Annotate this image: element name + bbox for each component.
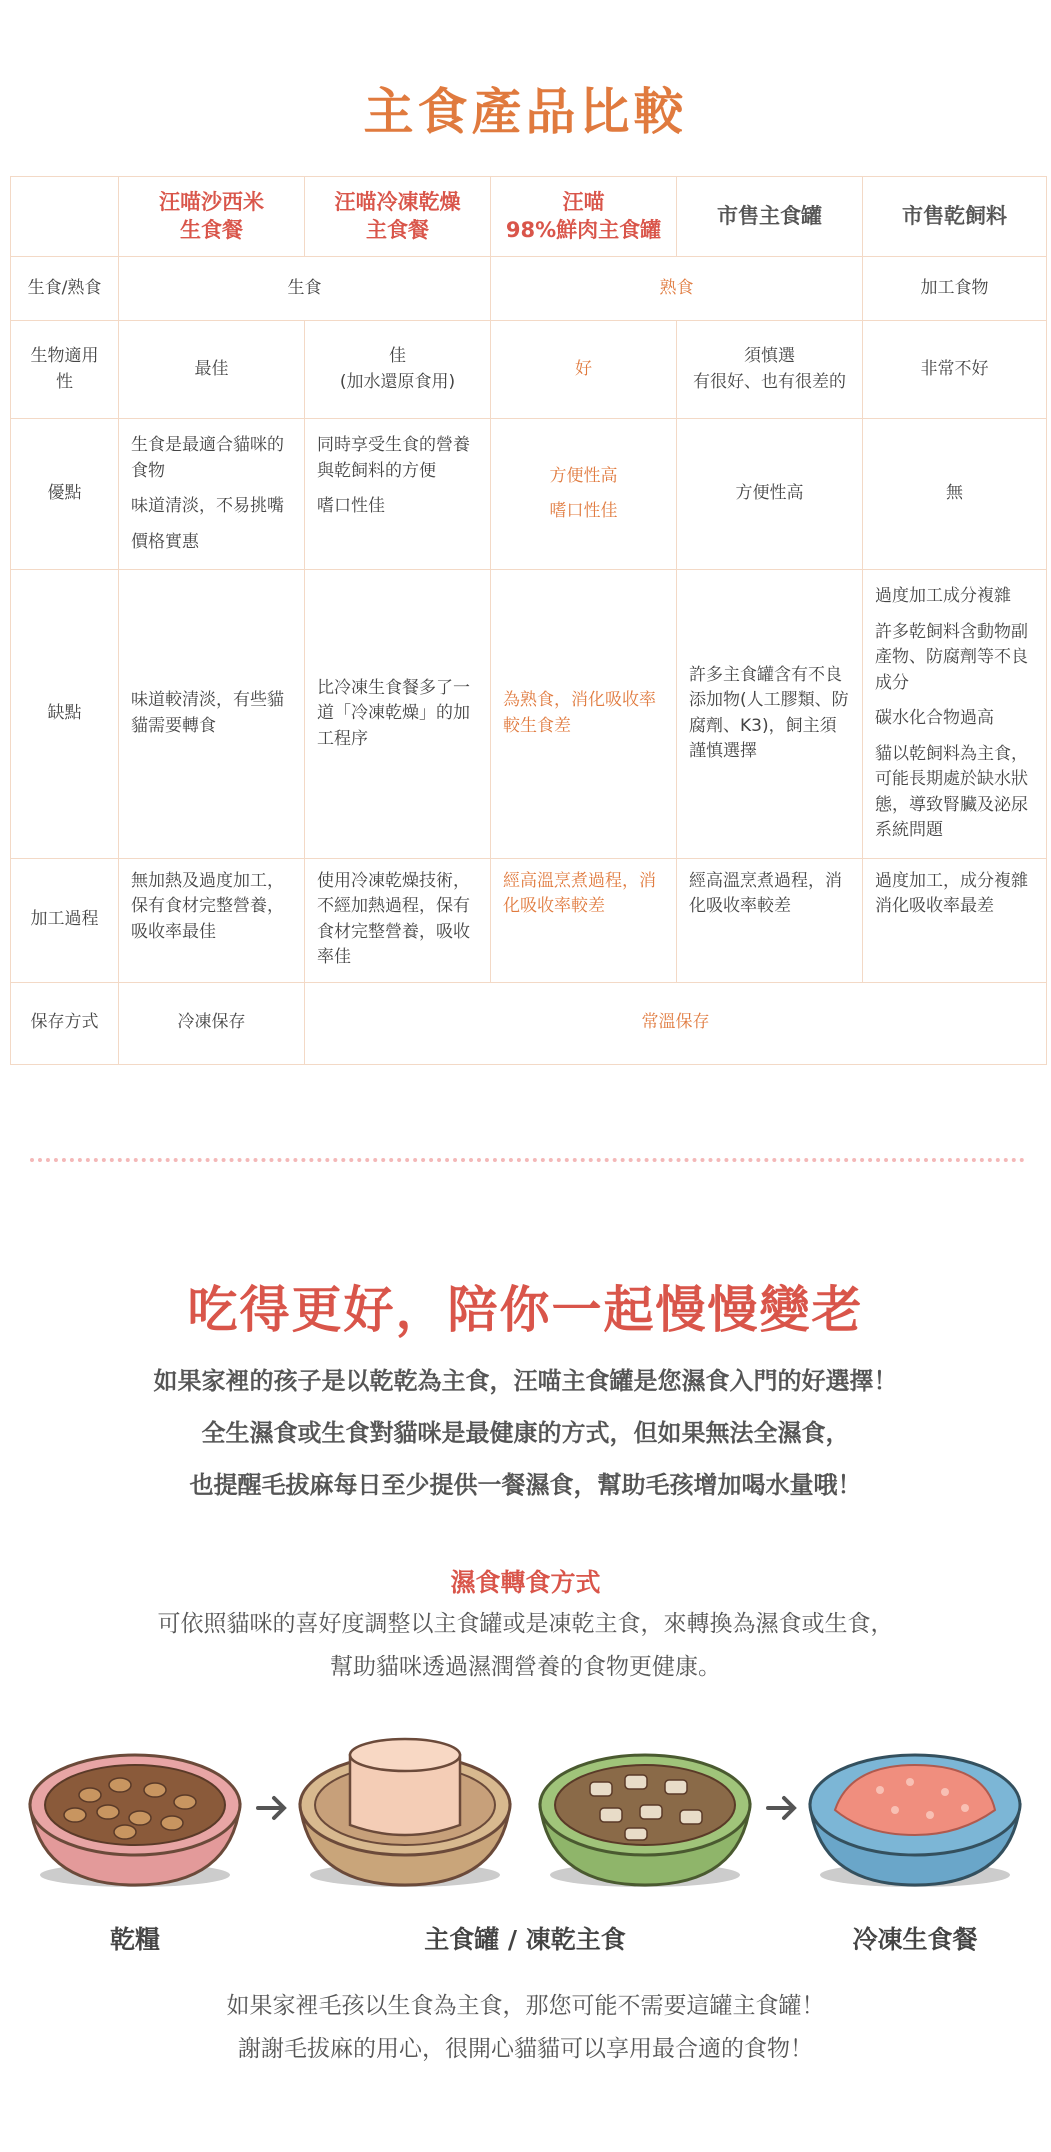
intro-text: 如果家裡的孩子是以乾乾為主食，汪喵主食罐是您濕食入門的好選擇！ 全生濕食或生食對貓咪是最健康的方式，但如果無法全濕食， 也提醒毛拔麻每日至少提供一餐濕食，幫助毛孩增加喝水量哦！ (153, 1367, 898, 1499)
table-row (11, 570, 1047, 859)
cell-cons-2: 比冷凍生食餐多了一道「冷凍乾燥」的加工程序 (305, 570, 491, 859)
table-row (11, 982, 1047, 1064)
headline: 吃得更好，陪你一起慢慢變老 (187, 1281, 864, 1339)
canned-food-bowl-icon (300, 1739, 510, 1887)
cell-pros-4: 方便性高 (677, 419, 863, 570)
cell-processed: 加工食物 (863, 257, 1047, 321)
freeze-dried-bowl-icon (540, 1755, 750, 1887)
arrow-right-icon (768, 1798, 794, 1818)
raw-food-bowl-icon (810, 1755, 1020, 1887)
cell-bio-3: 好 (491, 321, 677, 419)
transition-title: 濕食轉食方式 (450, 1568, 601, 1597)
cell-bio-1: 最佳 (119, 321, 305, 419)
dotted-divider (30, 1158, 1025, 1162)
header-empty (11, 177, 119, 257)
bowls-illustration (0, 1710, 1051, 1900)
cell-pros-3: 方便性高 嗜口性佳 (491, 419, 677, 570)
outro-text: 如果家裡毛孩以生食為主食，那您可能不需要這罐主食罐！ 謝謝毛拔麻的用心，很開心貓貓可以享用最合適的食物！ (226, 1993, 825, 2062)
cell-pros-2: 同時享受生食的營養與乾飼料的方便 嗜口性佳 (305, 419, 491, 570)
table-header-row (11, 177, 1047, 257)
cell-raw: 生食 (119, 257, 491, 321)
row-label-storage: 保存方式 (11, 982, 119, 1064)
header-market-can: 市售主食罐 (677, 177, 863, 257)
page-title: 主食產品比較 (363, 83, 688, 141)
cell-process-4: 經高溫烹煮過程，消化吸收率較差 (677, 858, 863, 982)
cell-bio-4: 須慎選 有很好、也有很差的 (677, 321, 863, 419)
label-dry-food: 乾糧 (109, 1925, 160, 1954)
table-row (11, 257, 1047, 321)
row-label-pros: 優點 (11, 419, 119, 570)
table-row (11, 858, 1047, 982)
cell-bio-2: 佳 (加水還原食用) (305, 321, 491, 419)
cell-process-1: 無加熱及過度加工，保有食材完整營養，吸收率最佳 (119, 858, 305, 982)
cell-process-3: 經高溫烹煮過程，消化吸收率較差 (491, 858, 677, 982)
table-row (11, 321, 1047, 419)
header-sashimi: 汪喵沙西米 生食餐 (119, 177, 305, 257)
cell-storage-frozen: 冷凍保存 (119, 982, 305, 1064)
cell-bio-5: 非常不好 (863, 321, 1047, 419)
cell-process-2: 使用冷凍乾燥技術，不經加熱過程，保有食材完整營養，吸收率佳 (305, 858, 491, 982)
cell-cons-4: 許多主食罐含有不良添加物(人工膠類、防腐劑、K3)，飼主須謹慎選擇 (677, 570, 863, 859)
comparison-table (10, 176, 1047, 1065)
row-label-process: 加工過程 (11, 858, 119, 982)
cell-cons-5: 過度加工成分複雜 許多乾飼料含動物副產物、防腐劑等不良成分 碳水化合物過高 貓以乾飼料為主食，可能長期處於缺水狀態，導致腎臟及泌尿系統問題 (863, 570, 1047, 859)
table-row (11, 419, 1047, 570)
cell-cons-1: 味道較清淡，有些貓貓需要轉食 (119, 570, 305, 859)
header-dry-food: 市售乾飼料 (863, 177, 1047, 257)
cell-cons-3: 為熟食，消化吸收率較生食差 (491, 570, 677, 859)
cell-cooked: 熟食 (491, 257, 863, 321)
label-can-freeze-dried: 主食罐 / 凍乾主食 (424, 1925, 626, 1954)
cell-storage-room: 常溫保存 (305, 982, 1047, 1064)
row-label-bio: 生物適用性 (11, 321, 119, 419)
row-label-raw-cooked: 生食/熟食 (11, 257, 119, 321)
cell-pros-5: 無 (863, 419, 1047, 570)
header-freeze-dried: 汪喵冷凍乾燥 主食餐 (305, 177, 491, 257)
cell-pros-1: 生食是最適合貓咪的食物 味道清淡，不易挑嘴 價格實惠 (119, 419, 305, 570)
transition-desc: 可依照貓咪的喜好度調整以主食罐或是凍乾主食，來轉換為濕食或生食， 幫助貓咪透過濕潤營養的食物更健康。 (157, 1611, 894, 1680)
arrow-right-icon (258, 1798, 284, 1818)
dry-kibble-bowl-icon (30, 1755, 240, 1887)
header-can: 汪喵 98%鮮肉主食罐 (491, 177, 677, 257)
label-raw-food: 冷凍生食餐 (852, 1925, 978, 1954)
cell-process-5: 過度加工，成分複雜消化吸收率最差 (863, 858, 1047, 982)
row-label-cons: 缺點 (11, 570, 119, 859)
